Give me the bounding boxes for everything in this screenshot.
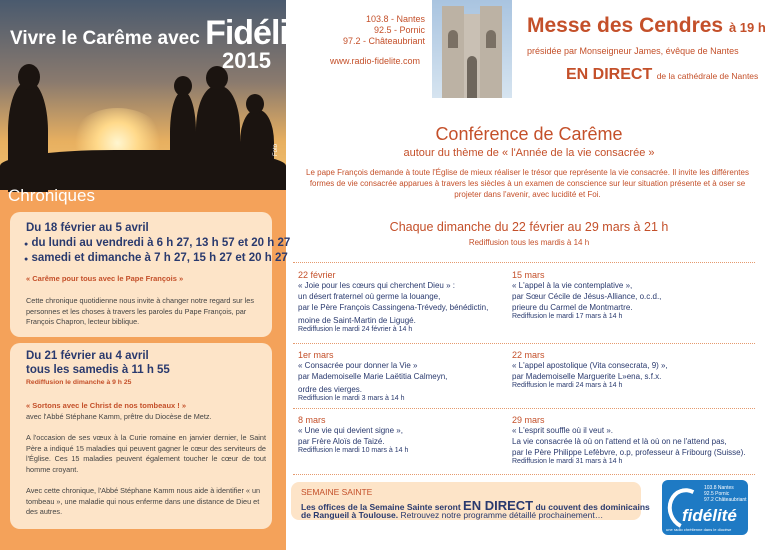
- item-title: « Joie pour les cœurs qui cherchent Dieu » :: [298, 281, 455, 290]
- photo-credit: Foto: [273, 143, 279, 156]
- semaine-line-2: de Rangueil à Toulouse. Retrouvez notre programme détaillé prochainement…: [301, 510, 604, 520]
- item-line: prieure du Carmel de Montmartre.: [512, 303, 633, 312]
- box1-text: Cette chronique quotidienne nous invite à changer notre regard sur les personnes et les choses à travers les paroles du Pape François, par François Chapron, lecteur biblique.: [26, 296, 254, 327]
- website-link[interactable]: www.radio-fidelite.com: [329, 56, 420, 66]
- chronique-box-1: [10, 212, 291, 337]
- semaine-heading: SEMAINE SAINTE: [301, 487, 373, 497]
- silhouette-person: [18, 64, 40, 90]
- item-line: par Frère Aloïs de Taizé.: [298, 437, 385, 446]
- item-line: par Mademoiselle Marie Laëtitia Calmeyn,: [298, 372, 448, 381]
- semaine-sainte-box: [291, 482, 650, 520]
- item-line: par le Père François Cassingena-Trévedy, bénédictin,: [298, 303, 489, 312]
- silhouette-person: [8, 82, 48, 192]
- item-date: 8 mars: [298, 415, 326, 425]
- item-title: « Une vie qui devient signe »,: [298, 426, 403, 435]
- cathedral-tower: [480, 6, 502, 98]
- item-line: ordre des vierges.: [298, 385, 363, 394]
- item-date: 22 février: [298, 270, 336, 280]
- item-rediff: Rediffusion le mardi 17 mars à 14 h: [512, 313, 623, 320]
- box1-title: Du 18 février au 5 avril: [26, 222, 149, 234]
- conference-theme: autour du thème de « l'Année de la vie consacrée »: [403, 147, 655, 159]
- item-line: par le Père Philippe Lefèbvre, o.p, professeur à Fribourg (Suisse).: [512, 448, 746, 457]
- box1-subtitle: « Carême pour tous avec le Pape François »: [26, 274, 184, 283]
- frequency-line: 97.2 - Châteaubriant: [342, 36, 425, 46]
- frequency-line: 92.5 - Pornic: [373, 25, 425, 35]
- radio-frequencies: [300, 14, 425, 47]
- conference-item: [298, 270, 513, 333]
- hero-title: Vivre le Carême avec Fidélité: [10, 14, 317, 52]
- divider: [293, 408, 755, 410]
- brand-word: Fidélité: [205, 14, 317, 52]
- item-line: La vie consacrée là où on l'attend et là où on ne l'attend pas,: [512, 437, 727, 446]
- box2-text-1: A l'occasion de ses vœux à la Curie romaine en janvier dernier, le Saint Père a indiqué 15 maladies qui peuvent gagner le cœur des serviteurs de l'Église. Ces 15 maladies peuvent également toucher le cœur de tout homme croyant.: [26, 433, 266, 474]
- item-rediff: Rediffusion le mardi 31 mars à 14 h: [512, 458, 623, 465]
- box2-text-2: Avec cette chronique, l'Abbé Stéphane Kamm nous aide à identifier « un tombeau », une maladie qui nous enferme dans une distance de Dieu et des autres.: [26, 486, 261, 517]
- item-rediff: Rediffusion le mardi 3 mars à 14 h: [298, 395, 405, 402]
- messe-title: Messe des Cendres à 19 h: [527, 14, 766, 37]
- cathedral-portal: [467, 56, 477, 98]
- item-line: par Sœur Cécile de Jésus-Alliance, o.c.d.,: [512, 292, 662, 301]
- fidelite-logo: [662, 480, 748, 535]
- box2-series: « Sortons avec le Christ de nos tombeaux ! »: [26, 401, 187, 410]
- item-title: « L'appel à la vie contemplative »,: [512, 281, 633, 290]
- messe-presided: présidée par Monseigneur James, évêque de Nantes: [527, 46, 739, 56]
- item-title: « L'esprit souffle où il veut ».: [512, 426, 613, 435]
- item-title: « L'appel apostolique (Vita consecrata, 9) »,: [512, 361, 668, 370]
- conference-intro: Le pape François demande à toute l'Église de mieux réaliser le trésor que représente la vie consacrée. Il invite les différentes formes de vie consacrée apparues à travers les siècles à un examen de conscience sur leur situation présente et à oser se projeter dans l'avenir, avec lucidité et Foi.: [306, 168, 749, 199]
- box2-subtitle: tous les samedis à 11 h 55: [26, 364, 170, 376]
- silhouette-person: [174, 76, 192, 96]
- item-rediff: Rediffusion le mardi 10 mars à 14 h: [298, 447, 409, 454]
- frequency-line: 103.8 - Nantes: [365, 14, 425, 24]
- item-date: 29 mars: [512, 415, 545, 425]
- box1-bullet-2: ● samedi et dimanche à 7 h 27, 15 h 27 et 20 h 27: [24, 252, 288, 264]
- silhouette-person: [246, 94, 264, 114]
- conference-item: [512, 415, 762, 465]
- messe-direct: EN DIRECT de la cathédrale de Nantes: [566, 66, 759, 83]
- box2-rediff: Rediffusion le dimanche à 9 h 25: [26, 379, 132, 386]
- divider: [293, 343, 755, 345]
- conference-item: [298, 350, 513, 402]
- item-line: un désert fraternel où germe la louange,: [298, 292, 441, 301]
- cathedral-photo: [432, 0, 512, 98]
- item-date: 1er mars: [298, 350, 334, 360]
- chroniques-heading: Chroniques: [8, 186, 95, 205]
- cathedral-tower: [442, 6, 464, 98]
- conference-item: [298, 415, 513, 454]
- item-line: par Mademoiselle Marguerite L»ena, s.f.x.: [512, 372, 662, 381]
- silhouette-person: [170, 92, 196, 182]
- box2-title: Du 21 février au 4 avril: [26, 350, 149, 362]
- logo-brand: fidélité: [682, 506, 737, 525]
- silhouette-person: [196, 86, 240, 182]
- logo-tagline: une radio chrétienne dans le diocèse: [666, 527, 732, 532]
- conference-rediff: Rediffusion tous les mardis à 14 h: [468, 238, 590, 247]
- item-rediff: Rediffusion le mardi 24 février à 14 h: [298, 326, 413, 333]
- chronique-box-2: [10, 343, 272, 529]
- divider: [293, 474, 755, 476]
- conference-item: [512, 270, 757, 320]
- logo-freqs: 103.8 Nantes 92.5 Pornic 97.2 Châteaubriant: [704, 485, 747, 503]
- hero-image: [0, 0, 317, 182]
- item-rediff: Rediffusion le mardi 24 mars à 14 h: [512, 382, 623, 389]
- cathedral-window: [448, 30, 458, 48]
- box1-bullet-1: ● du lundi au vendredi à 6 h 27, 13 h 57 et 20 h 27: [24, 237, 291, 249]
- conference-item: [512, 350, 757, 389]
- item-date: 15 mars: [512, 270, 545, 280]
- semaine-line-1: Les offices de la Semaine Sainte seront EN DIRECT du couvent des dominicains: [301, 498, 650, 513]
- divider: [293, 262, 755, 264]
- silhouette-person: [240, 110, 274, 182]
- item-date: 22 mars: [512, 350, 545, 360]
- conference-schedule: Chaque dimanche du 22 février au 29 mars à 21 h: [389, 220, 669, 234]
- item-line: moine de Saint-Martin de Ligugé.: [298, 316, 416, 325]
- conference-title: Conférence de Carême: [435, 124, 623, 144]
- hero-year: 2015: [222, 48, 271, 73]
- box2-author: avec l'Abbé Stéphane Kamm, prêtre du Diocèse de Metz.: [26, 412, 212, 421]
- item-title: « Consacrée pour donner la Vie »: [298, 361, 418, 370]
- cathedral-window: [486, 30, 496, 48]
